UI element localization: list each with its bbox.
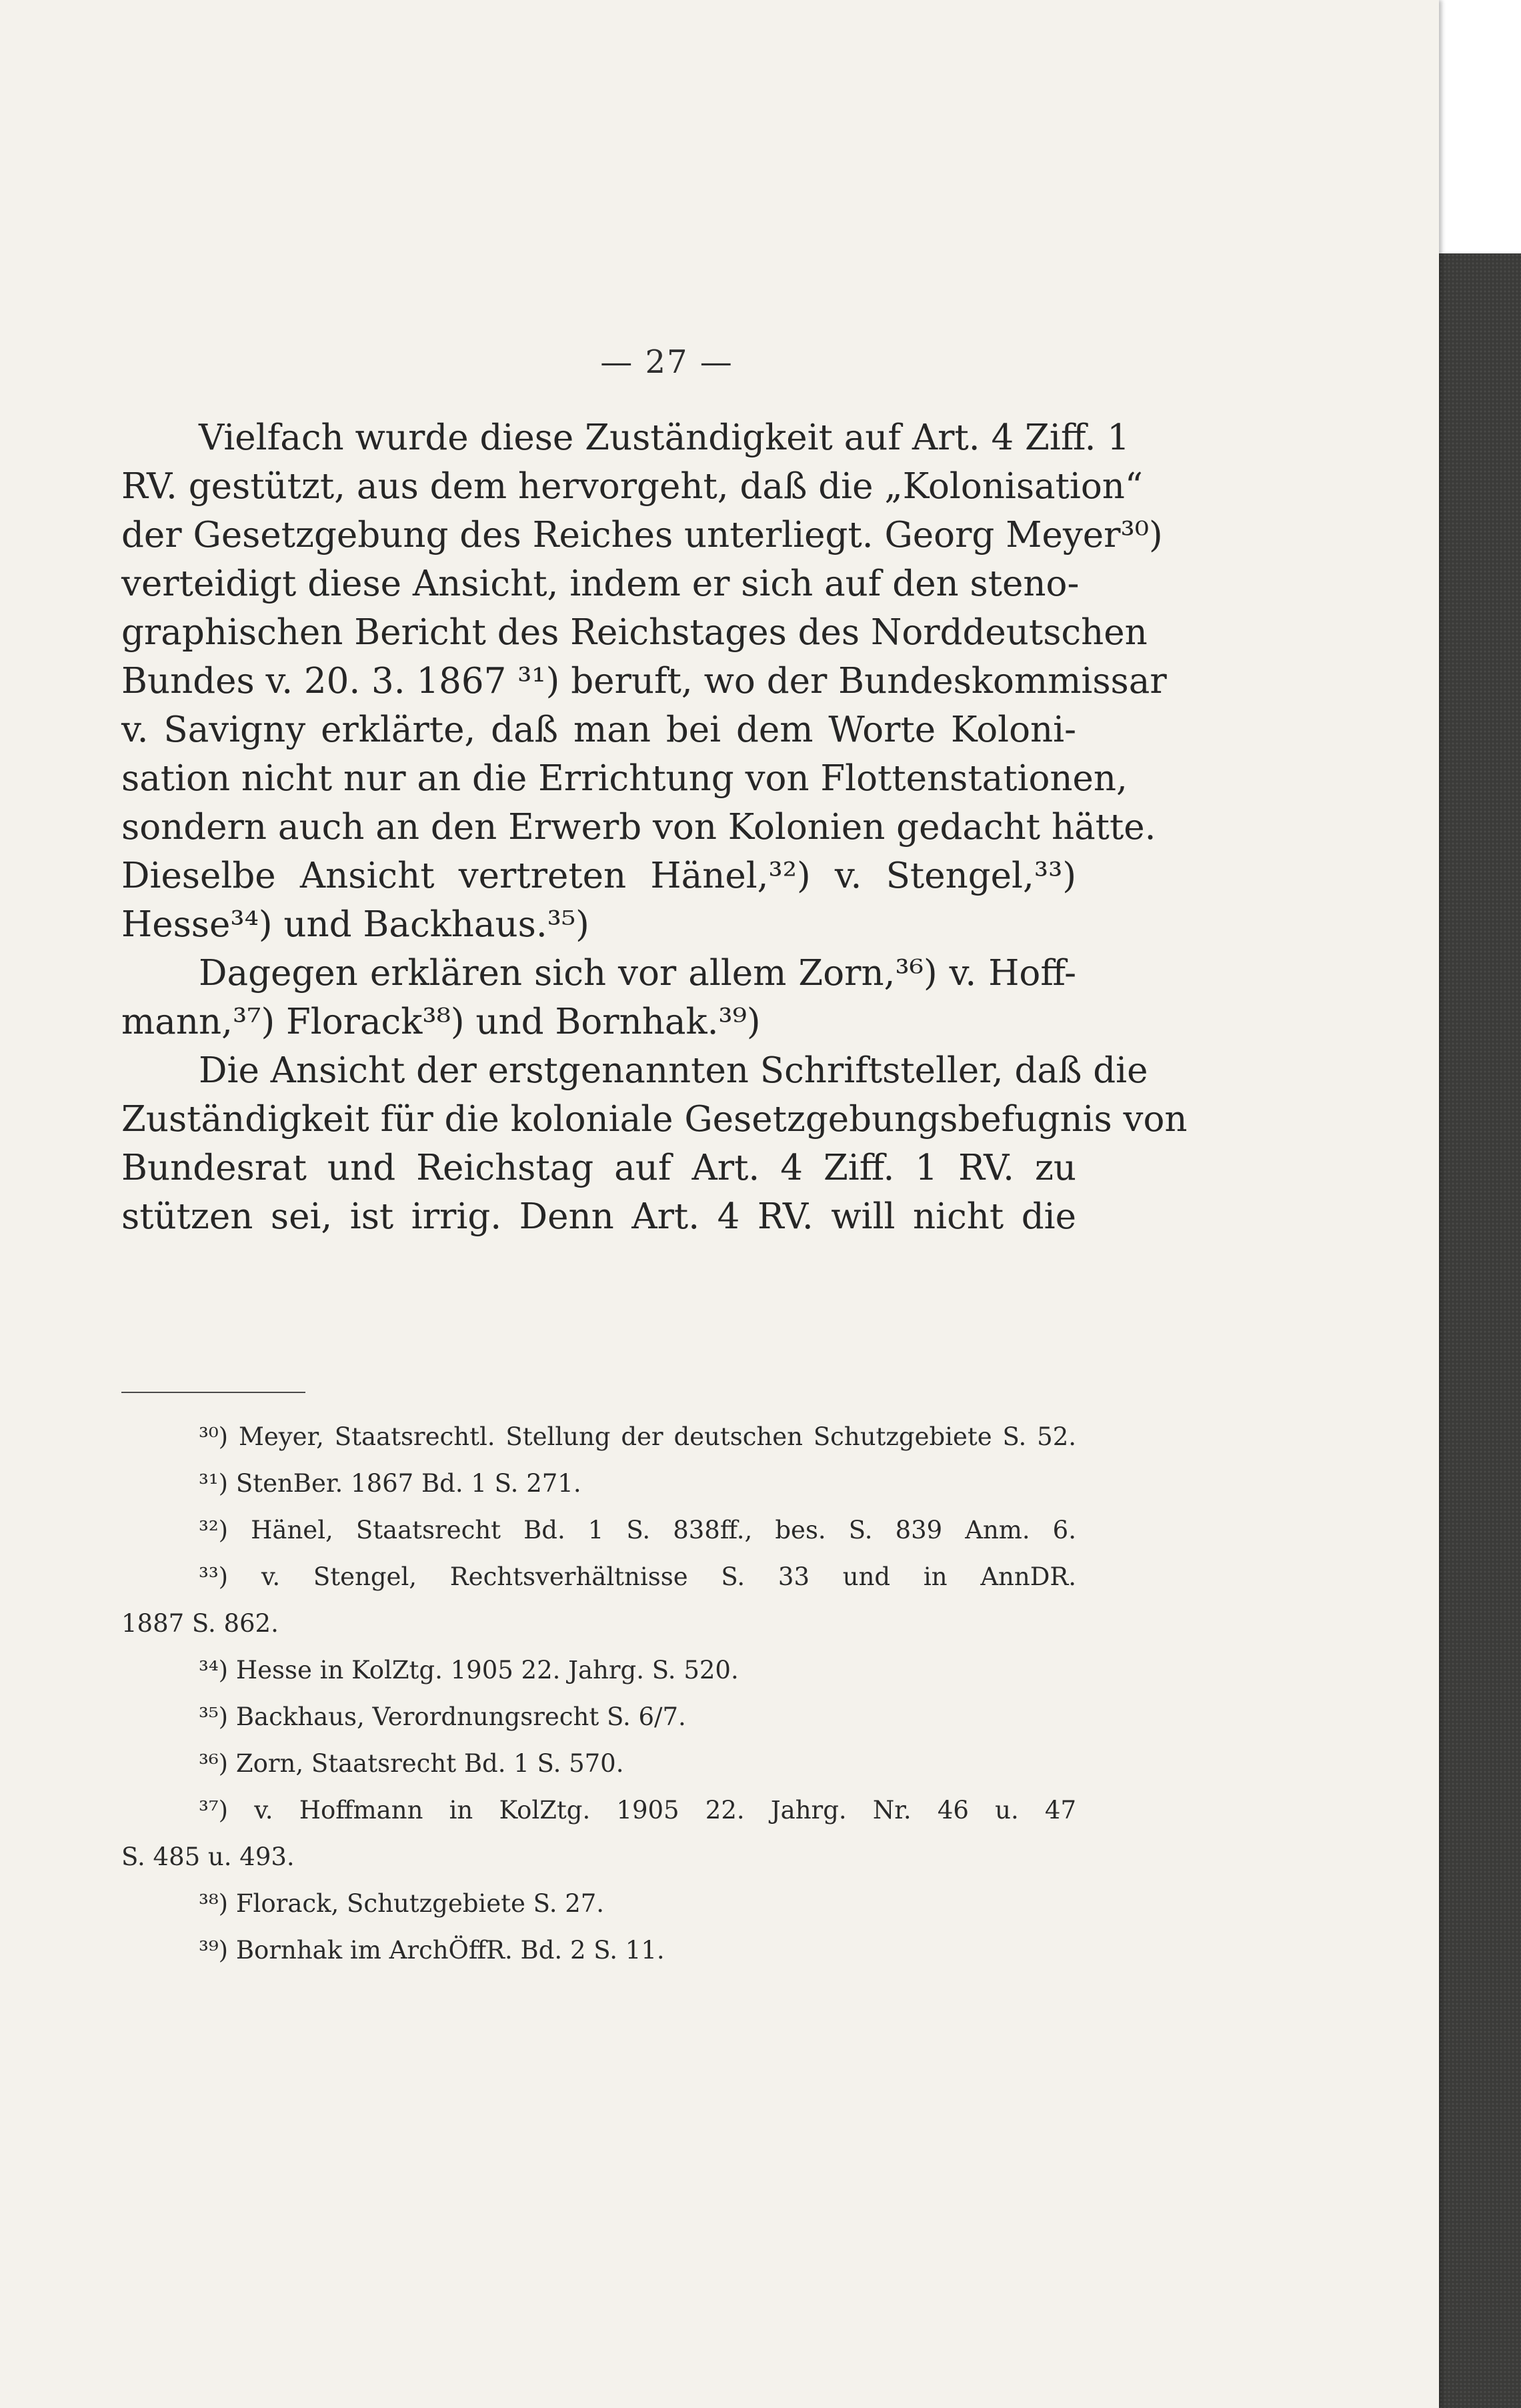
- footnote-line: ³⁸) Florack, Schutzgebiete S. 27.: [199, 1889, 605, 1918]
- text-line: RV. gestützt, aus dem hervorgeht, daß die „Kolonisation“: [121, 466, 1144, 507]
- text-line: Hesse³⁴) und Backhaus.³⁵): [121, 904, 589, 945]
- text-line: Zuständigkeit für die koloniale Gesetzgebungsbefugnis von: [121, 1099, 1188, 1140]
- text-line: Vielfach wurde diese Zuständigkeit auf Art. 4 Ziff. 1: [199, 417, 1130, 458]
- scan-backdrop-strip: [1427, 253, 1521, 2408]
- text-line: sation nicht nur an die Errichtung von Flottenstationen,: [121, 758, 1128, 799]
- text-line: Die Ansicht der erstgenannten Schriftsteller, daß die: [199, 1050, 1148, 1091]
- text-line: verteidigt diese Ansicht, indem er sich auf den steno-: [121, 563, 1080, 604]
- footnote-line: ³⁷) v. Hoffmann in KolZtg. 1905 22. Jahrg. Nr. 46 u. 47: [199, 1796, 1076, 1825]
- text-line: Bundesrat und Reichstag auf Art. 4 Ziff. 1 RV. zu: [121, 1148, 1076, 1188]
- text-line: v. Savigny erklärte, daß man bei dem Worte Koloni-: [121, 710, 1076, 750]
- text-line: Bundes v. 20. 3. 1867 ³¹) beruft, wo der Bundeskommissar: [121, 661, 1167, 702]
- footnote-divider: [121, 1392, 305, 1393]
- footnote-line: S. 485 u. 493.: [121, 1843, 295, 1871]
- text-line: stützen sei, ist irrig. Denn Art. 4 RV. will nicht die: [121, 1196, 1076, 1237]
- page-number: — 27 —: [600, 343, 733, 381]
- body-text: [121, 413, 1188, 1241]
- footnote-line: ³⁵) Backhaus, Verordnungsrecht S. 6/7.: [199, 1702, 686, 1731]
- footnote-line: ³⁰) Meyer, Staatsrechtl. Stellung der deutschen Schutzgebiete S. 52.: [199, 1422, 1076, 1451]
- footnote-line: ³⁴) Hesse in KolZtg. 1905 22. Jahrg. S. 520.: [199, 1656, 739, 1684]
- footnote-line: 1887 S. 862.: [121, 1609, 279, 1638]
- text-line: graphischen Bericht des Reichstages des Norddeutschen: [121, 612, 1148, 653]
- text-line: sondern auch an den Erwerb von Kolonien gedacht hätte.: [121, 807, 1156, 848]
- footnote-line: ³¹) StenBer. 1867 Bd. 1 S. 271.: [199, 1469, 581, 1498]
- text-line: mann,³⁷) Florack³⁸) und Bornhak.³⁹): [121, 1002, 761, 1042]
- footnote-line: ³⁹) Bornhak im ArchÖffR. Bd. 2 S. 11.: [199, 1936, 665, 1965]
- text-line: der Gesetzgebung des Reiches unterliegt. Georg Meyer³⁰): [121, 515, 1163, 555]
- footnote-line: ³⁶) Zorn, Staatsrecht Bd. 1 S. 570.: [199, 1749, 624, 1778]
- text-line: Dieselbe Ansicht vertreten Hänel,³²) v. Stengel,³³): [121, 856, 1076, 896]
- footnote-line: ³²) Hänel, Staatsrecht Bd. 1 S. 838ff., bes. S. 839 Anm. 6.: [199, 1516, 1076, 1544]
- footnote-line: ³³) v. Stengel, Rechtsverhältnisse S. 33 und in AnnDR.: [199, 1562, 1076, 1591]
- footnotes: [121, 1414, 1076, 1974]
- text-line: Dagegen erklären sich vor allem Zorn,³⁶) v. Hoff-: [199, 953, 1076, 994]
